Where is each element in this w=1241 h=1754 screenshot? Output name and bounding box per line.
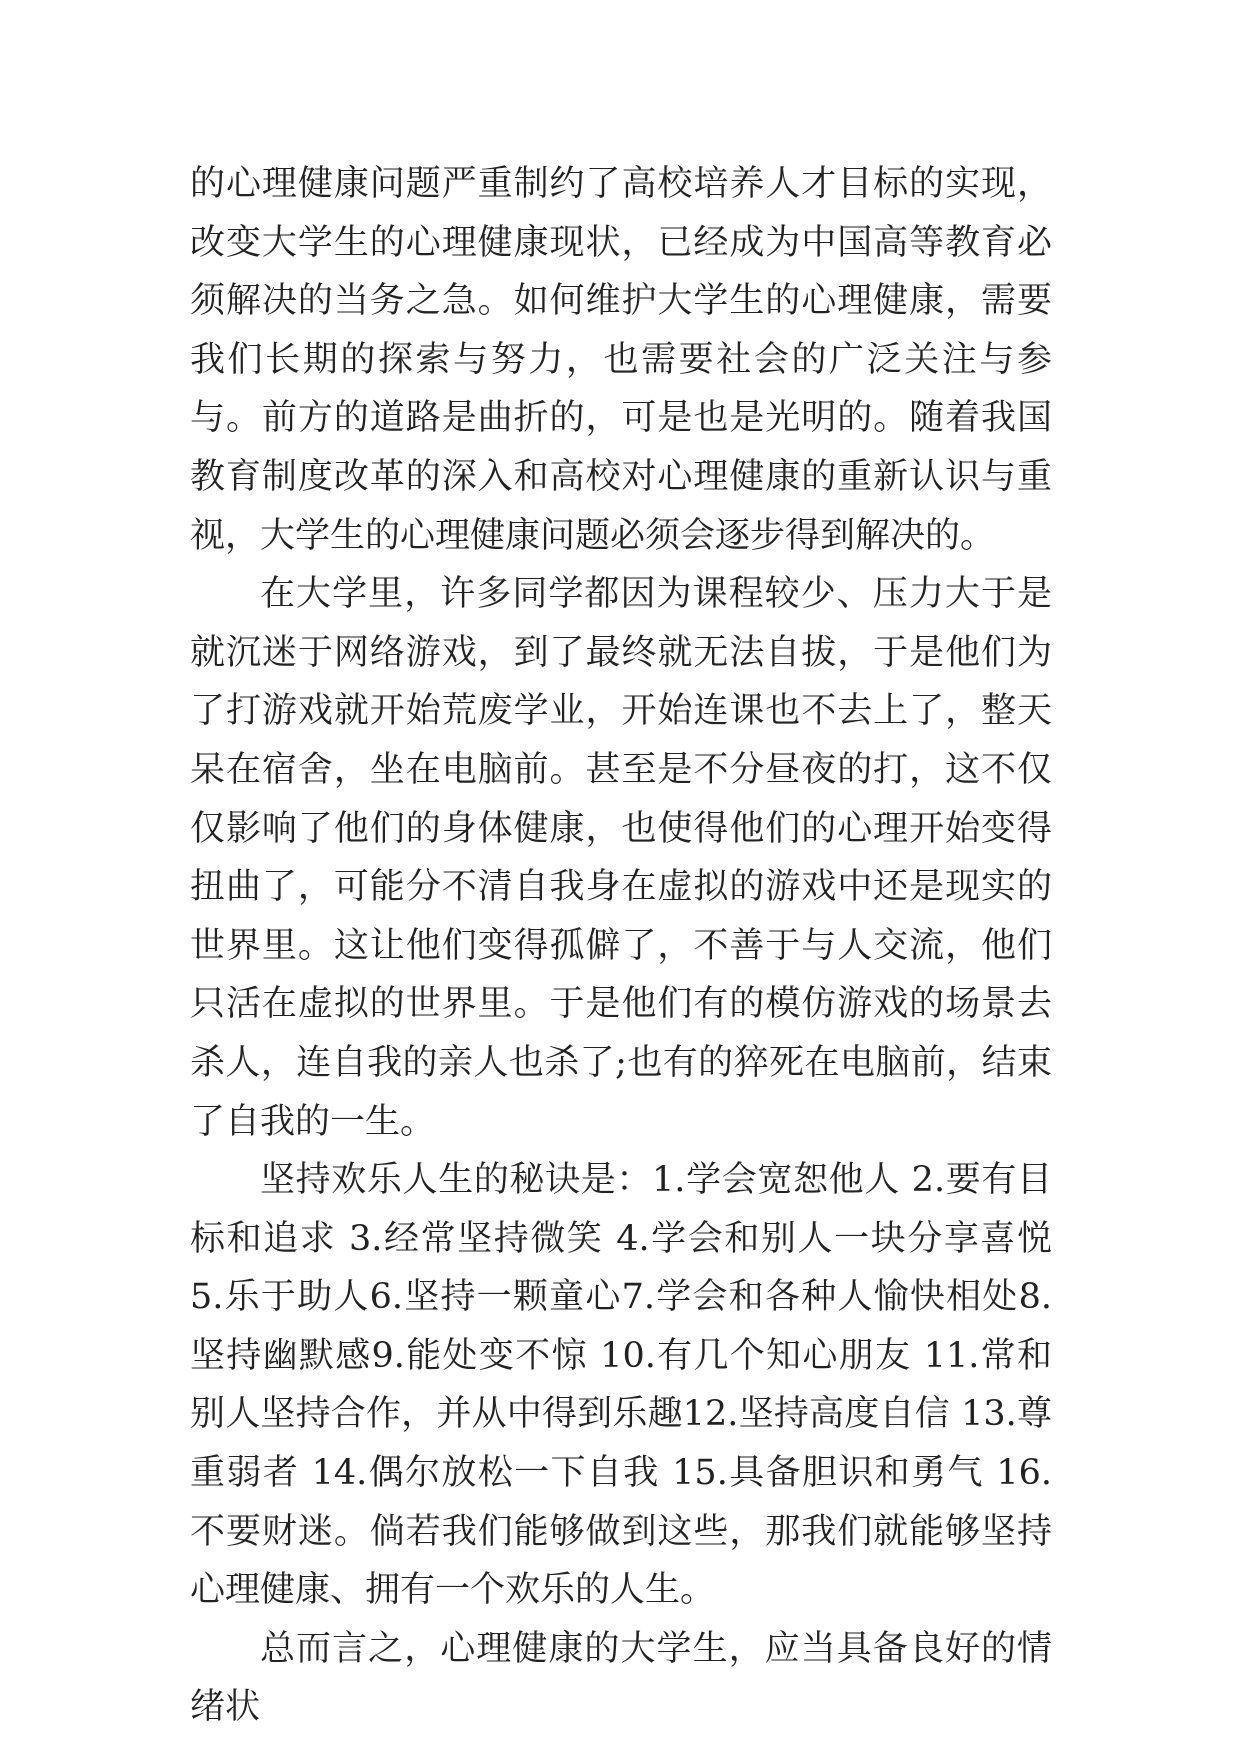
paragraph-4: 总而言之，心理健康的大学生，应当具备良好的情绪状 — [190, 1628, 1052, 1728]
body-text — [190, 155, 1052, 1737]
paragraph-2: 在大学里，许多同学都因为课程较少、压力大于是就沉迷于网络游戏，到了最终就无法自拔，于是他们为了打游戏就开始荒废学业，开始连课也不去上了，整天呆在宿舍，坐在电脑前。甚至是不分昼夜的打，这不仅仅影响了他们的身体健康，也使得他们的心理开始变得扭曲了，可能分不清自我身在虚拟的游戏中还是现实的世界里。这让他们变得孤僻了，不善于与人交流，他们只活在虚拟的世界里。于是他们有的模仿游戏的场景去杀人，连自我的亲人也杀了;也有的猝死在电脑前，结束了自我的一生。 — [190, 574, 1052, 1142]
paragraph-1: 的心理健康问题严重制约了高校培养人才目标的实现，改变大学生的心理健康现状，已经成为中国高等教育必须解决的当务之急。如何维护大学生的心理健康，需要我们长期的探索与努力，也需要社会的广泛关注与参与。前方的道路是曲折的，可是也是光明的。随着我国教育制度改革的深入和高校对心理健康的重新认识与重视，大学生的心理健康问题必须会逐步得到解决的。 — [190, 164, 1052, 556]
paragraph-3: 坚持欢乐人生的秘诀是：1.学会宽恕他人 2.要有目标和追求 3.经常坚持微笑 4.学会和别人一块分享喜悦 5.乐于助人6.坚持一颗童心7.学会和各种人愉快相处8.坚持幽默感9.能处变不惊 10.有几个知心朋友 11.常和别人坚持合作，并从中得到乐趣12.坚持高度自信 13.尊重弱者 14.偶尔放松一下自我 15.具备胆识和勇气 16.不要财迷。倘若我们能够做到这些，那我们就能够坚持心理健康、拥有一个欢乐的人生。 — [190, 1160, 1052, 1611]
